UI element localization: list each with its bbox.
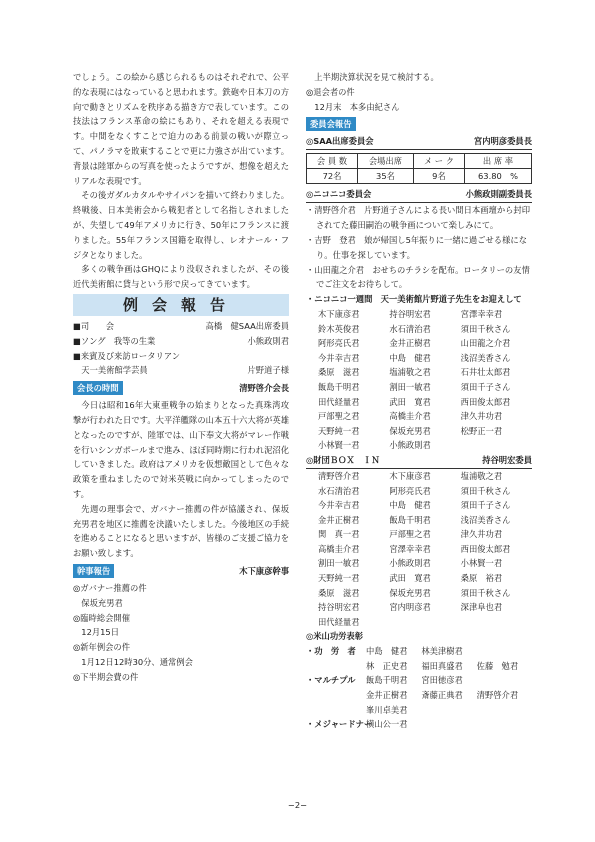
- member-name: 浅沼美香さん: [460, 514, 511, 525]
- member-name: 石井壮太郎君: [460, 367, 511, 378]
- member-name: 桑原 滋君: [318, 587, 360, 598]
- niko-bullet: ・吉野 登君 娘が帰国し5年振りに一緒に過ごせる様になり。仕事を探しています。: [306, 234, 527, 260]
- niko-chair: 小熊政則副委員長: [465, 189, 532, 200]
- kanji-line: 12月15日: [73, 627, 120, 638]
- saa-value-cell: 9名: [413, 169, 464, 184]
- meeting-item-value: 片野道子様: [247, 365, 289, 376]
- member-name: 塩浦敬之君: [460, 470, 503, 481]
- article-paragraph-3: 多くの戦争画はGHQにより没収されましたが、その後近代美術館に貸与という形で戻ってきています。: [73, 264, 289, 290]
- member-name: 津久井功君: [460, 529, 503, 540]
- niko-title: ◎ニコニコ委員会: [306, 189, 372, 200]
- member-name: 天野純一君: [318, 573, 360, 584]
- award-label: [306, 688, 366, 703]
- saa-value-cell: 72名: [307, 169, 358, 184]
- member-name: 須田千秋さん: [460, 587, 511, 598]
- niko-heading: [306, 187, 532, 203]
- kanji-line: ◎臨時総会開催: [73, 612, 131, 623]
- member-name: 保坂充男君: [389, 587, 431, 598]
- meeting-item: [73, 349, 289, 364]
- member-name: 金井正樹君: [318, 514, 360, 525]
- member-name: 宮澤幸幸君: [460, 308, 503, 319]
- award-name: [477, 644, 532, 659]
- award-name: 福田真盛君: [421, 660, 463, 671]
- page-number: −2−: [287, 800, 308, 810]
- kaicho-paragraph-1: 今日は昭和16年大東亜戦争の始まりとなった真珠湾攻撃が行われた日です。大平洋艦隊の山本五十六大将が英雄となったのですが、陸軍では、山下奉文大将がマレー作戦を行いシンガポールまで進み、ほぼ同時期に行われ泥沼化していきました。政府はアメリカを仮想敵国として色々な政策を重ねましたので対米英戦に向かってしまったのです。: [73, 400, 289, 499]
- member-name: 須田千秋さん: [460, 485, 511, 496]
- award-name: 中島 健君: [366, 646, 408, 657]
- kanji-name: 木下康彦幹事: [239, 565, 289, 576]
- award-row: [306, 688, 532, 703]
- kaicho-tag: 会長の時間: [73, 381, 123, 395]
- award-name: 林美津樹君: [421, 646, 463, 657]
- member-name: 持谷明宏君: [318, 602, 360, 613]
- kanji-line: ◎ガバナー推薦の件: [73, 582, 147, 593]
- member-name: 桑原 滋君: [318, 367, 360, 378]
- member-name: [461, 438, 532, 453]
- award-name: 斎藤正典君: [421, 690, 463, 701]
- saa-header-cell: 出 席 率: [464, 154, 531, 169]
- member-name: [461, 615, 532, 630]
- member-name: 戸部聖之君: [318, 411, 360, 422]
- award-row: [306, 717, 532, 732]
- award-row: [306, 659, 532, 674]
- member-name: 浅沼美香さん: [460, 352, 511, 363]
- top-lines: [306, 70, 532, 114]
- member-name: 飯島千明君: [389, 514, 431, 525]
- meeting-item-label: ■来賓及び来訪ロータリアン: [73, 350, 181, 361]
- award-heading: ◎米山功労表彰: [306, 631, 364, 642]
- article-paragraph-1: でしょう。この絵から感じられるものはそれぞれで、公平的な表現にはなっていると思われます。鉄砲や日本刀の方向で動きとリズムを秩序ある描き方で表しています。この技法はフランス革命の絵にもあり、それを超える表現です。中間をなくすことで迫力のある前景の戦いが際立って、パノラマを敗東することで更に力強さが出ています。背景は陸軍からの写真を使ったようですが、想像を超えたリアルな表現です。: [73, 72, 289, 186]
- award-row: [306, 703, 532, 718]
- right-column: [306, 70, 532, 732]
- member-name: 清野啓介君: [318, 470, 360, 481]
- meeting-item: [73, 363, 289, 378]
- member-name: 天野純一君: [318, 425, 360, 436]
- member-name: 須田千秋さん: [460, 323, 511, 334]
- kanji-line: 保坂充男君: [73, 597, 123, 608]
- member-name: 須田千子さん: [460, 500, 511, 511]
- report-line: 上半期決算状況を見て検討する。: [306, 72, 439, 82]
- award-name: 金井正樹君: [366, 690, 408, 701]
- member-name: 小熊政則君: [389, 440, 431, 451]
- member-name: 鈴木英俊君: [318, 323, 360, 334]
- report-line: ◎退会者の件: [306, 86, 355, 97]
- member-name: [389, 615, 460, 630]
- saa-table: [306, 153, 532, 184]
- member-name: 宮澤幸幸君: [389, 543, 431, 554]
- member-name: 阿形亮氏君: [389, 485, 431, 496]
- member-name: 中島 健君: [389, 352, 431, 363]
- meeting-items: [73, 319, 289, 378]
- meeting-item-label: 天一美術館学芸員: [73, 365, 148, 376]
- meeting-item: [73, 319, 289, 334]
- member-name: 戸部聖之君: [389, 529, 431, 540]
- award-name: 宮田徳彦君: [421, 675, 463, 686]
- award-name: 林 正史君: [366, 660, 408, 671]
- award-name: [477, 673, 532, 688]
- member-name: 小熊政則君: [389, 558, 431, 569]
- award-name: 佐藤 勉君: [476, 660, 519, 671]
- member-name: 小林賢一君: [460, 558, 503, 569]
- article-paragraph-2: その後ガダルカタルやサイパンを描いて終わりました。終戦後、日本美術会から戦犯者として名指しされましたが、失望して49年アメリカに行き、50年にフランスに渡りました。55年フランス国籍を取得し、レオナール・フジタとなりました。: [73, 190, 289, 260]
- member-name: 小林賢一君: [318, 440, 360, 451]
- saa-heading: [306, 134, 532, 150]
- kanji-header: [73, 563, 289, 579]
- member-name: 今井幸吉君: [318, 500, 360, 511]
- saa-header-cell: 会場出席: [358, 154, 414, 169]
- box-chair: 持谷明宏委員: [482, 454, 532, 465]
- award-name: [421, 703, 476, 718]
- award-name: 峯川卓美君: [366, 704, 408, 715]
- member-name: 水石清治君: [389, 323, 431, 334]
- member-name: 飯島千明君: [318, 381, 360, 392]
- saa-header-cell: 会 員 数: [307, 154, 358, 169]
- box-names: [306, 469, 532, 630]
- member-name: 塩浦敬之君: [389, 367, 431, 378]
- member-name: 保坂充男君: [389, 425, 431, 436]
- meeting-item-value: 小熊政則君: [247, 335, 289, 346]
- member-name: 割田一敏君: [318, 558, 360, 569]
- saa-title: ◎SAA出席委員会: [306, 136, 374, 147]
- kanji-lines: [73, 581, 289, 685]
- member-name: 中島 健君: [389, 500, 431, 511]
- award-label: [306, 659, 366, 674]
- kanji-line: 1月12日12時30分、通常例会: [73, 656, 193, 667]
- saa-chair: 宮内明彦委員長: [473, 136, 532, 147]
- member-name: 木下康彦君: [389, 470, 431, 481]
- saa-header-cell: メ ー ク: [413, 154, 464, 169]
- member-name: 田代経量君: [318, 396, 360, 407]
- kaicho-name: 清野啓介会長: [239, 383, 289, 394]
- member-name: 関 真一君: [318, 529, 360, 540]
- niko-bullets: [306, 203, 532, 292]
- award-label: ・メジャードナー: [306, 719, 373, 730]
- member-name: 松野正一君: [460, 425, 503, 436]
- member-name: 津久井功君: [460, 411, 503, 422]
- member-name: 高橋圭介君: [389, 411, 431, 422]
- member-name: 桑原 裕君: [460, 573, 503, 584]
- award-name: 横山公一君: [366, 719, 408, 730]
- left-column: [73, 70, 289, 684]
- award-row: [306, 644, 532, 659]
- member-name: 割田一敏君: [389, 381, 431, 392]
- member-name: 山田龍之介君: [460, 338, 511, 349]
- award-row: [306, 673, 532, 688]
- award-label: [306, 703, 366, 718]
- member-name: 今井幸吉君: [318, 352, 360, 363]
- box-title: ◎財団ＢＯＸ ＩＮ: [306, 454, 380, 465]
- member-name: 田代経量君: [318, 616, 360, 627]
- niko-bullet: ・清野啓介君 片野道子さんによる長い間日本画壇から封印されてた藤田嗣治の戦争画について楽しみにて。: [306, 205, 531, 231]
- saa-table-values: [307, 169, 532, 184]
- award-name: 飯島千明君: [366, 675, 408, 686]
- award-label: ・マルチプル: [306, 675, 356, 686]
- member-name: 水石清治君: [318, 485, 360, 496]
- member-name: 須田千子さん: [460, 381, 511, 392]
- awards: [306, 644, 532, 732]
- kanji-line: ◎新年例会の件: [73, 642, 131, 653]
- award-name: 清野啓介君: [476, 690, 519, 701]
- kanji-line: ◎下半期会費の件: [73, 671, 139, 682]
- meeting-item-label: ■司 会: [73, 320, 115, 331]
- member-name: 宮内明彦君: [389, 602, 431, 613]
- kanji-tag: 幹事報告: [73, 564, 114, 578]
- member-name: 金井正樹君: [389, 338, 431, 349]
- saa-value-cell: 35名: [358, 169, 414, 184]
- member-name: 武田 寛君: [389, 573, 431, 584]
- iinkai-tag: 委員会報告: [306, 117, 356, 131]
- reikai-heading: 例会報告: [73, 294, 289, 316]
- report-line: 12月末 本多由紀さん: [306, 101, 400, 112]
- meeting-item: [73, 334, 289, 349]
- member-name: 高橋圭介君: [318, 543, 360, 554]
- kaicho-paragraph-2: 先週の理事会で、ガバナー推薦の件が協議され、保坂充男君を地区に推薦を決議いたしました。今後地区の手続を進めることになると思いますが、皆様のご支援ご協力をお願い致します。: [73, 503, 289, 559]
- member-name: 木下康彦君: [318, 308, 360, 319]
- member-name: 深津阜也君: [460, 602, 503, 613]
- award-label: ・功 労 者: [306, 646, 356, 657]
- award-name: [477, 717, 532, 732]
- member-name: 西田俊太郎君: [460, 543, 511, 554]
- niko-names: [306, 307, 532, 453]
- saa-table-header: [307, 154, 532, 169]
- niko-bullet: ・山田龍之介君 おせちのチラシを配布。ロータリーの友情でご注文をお待ちして。: [306, 264, 530, 290]
- member-name: 阿形亮氏君: [318, 338, 360, 349]
- saa-value-cell: 63.80 %: [464, 169, 531, 184]
- iinkai-header: [306, 116, 532, 132]
- member-name: 持谷明宏君: [389, 308, 431, 319]
- kaicho-header: [73, 380, 289, 396]
- member-name: 西田俊太郎君: [460, 396, 511, 407]
- meeting-item-label: ■ソング 我等の生業: [73, 335, 156, 346]
- award-name: [421, 717, 476, 732]
- box-heading: [306, 453, 532, 469]
- member-name: 武田 寛君: [389, 396, 431, 407]
- meeting-item-value: 高橋 健SAA出席委員: [205, 320, 289, 331]
- award-name: [477, 703, 532, 718]
- niko-week-heading: ・ニコニコ一週間 天一美術館片野道子先生をお迎えして: [306, 294, 522, 305]
